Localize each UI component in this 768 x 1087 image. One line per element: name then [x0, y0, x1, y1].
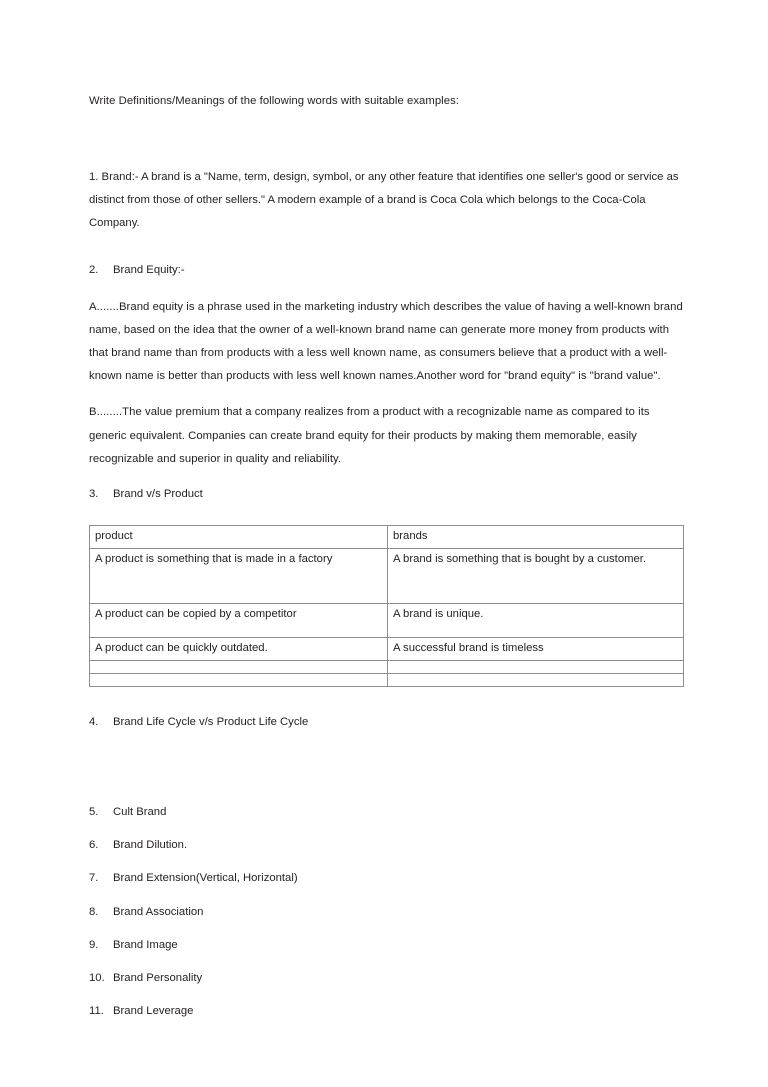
brand-equity-paragraph-b: B........The value premium that a company realizes from a product with a recognizable name as compared to its generic equivalent. Companies can create brand equity for their products by making them memorable, easily recognizable and superior in quality and reliability.: [89, 406, 650, 465]
item-8-number: 8.: [89, 905, 99, 918]
item-4-brand-life-cycle: [89, 711, 683, 734]
item-5-label: Cult Brand: [113, 805, 167, 818]
item-6-number: 6.: [89, 839, 99, 852]
item-11-number: 11.: [89, 1005, 104, 1018]
item-3-label: Brand v/s Product: [113, 488, 203, 501]
brand-equity-paragraph-a: A.......Brand equity is a phrase used in the marketing industry which describes the value of having a well-known brand name, based on the idea that the owner of a well-known brand name can generate more money from products with that brand name than from products with a less well known name, as consumers believe that a product with a well-known name is better than products with less well known names.Another word for "brand equity" is "brand value".: [89, 300, 683, 383]
spacer-item-5-6: [89, 824, 683, 834]
table-cell-brand-4: [388, 660, 684, 673]
table-cell-product-4: [90, 660, 388, 673]
table-cell-product-3: A product can be quickly outdated.: [90, 637, 388, 660]
item-10-number: 10.: [89, 971, 105, 984]
item-7-brand-extension: [89, 867, 683, 890]
item-6-label: Brand Dilution.: [113, 839, 188, 852]
table-row: [90, 660, 684, 673]
item-7-number: 7.: [89, 872, 99, 885]
table-row: [90, 637, 684, 660]
item-11-label: Brand Leverage: [113, 1005, 194, 1018]
table-cell-product-5: [90, 673, 388, 686]
item-2-label: Brand Equity:-: [113, 264, 185, 277]
item-4-label: Brand Life Cycle v/s Product Life Cycle: [113, 715, 309, 728]
table-cell-product-1: A product is something that is made in a factory: [90, 548, 388, 603]
item-6-brand-dilution: [89, 834, 683, 857]
spacer-before-paragraph-a: [89, 283, 683, 296]
brand-vs-product-table: [89, 525, 684, 687]
table-row: [90, 603, 684, 637]
item-3-brand-vs-product-heading: [89, 483, 683, 506]
item-8-brand-association: [89, 901, 683, 924]
remaining-items-list: [89, 711, 683, 1024]
spacer-item-9-10: [89, 957, 683, 967]
item-4-number: 4.: [89, 715, 99, 728]
item-9-label: Brand Image: [113, 938, 178, 951]
table-header-cell-product: product: [90, 526, 388, 549]
spacer-after-item-1: [89, 246, 683, 259]
item-5-number: 5.: [89, 805, 99, 818]
table-cell-brand-1: A brand is something that is bought by a customer.: [388, 548, 684, 603]
table-header-row: [90, 526, 684, 549]
spacer-after-item-4: [89, 734, 683, 801]
table-cell-brand-2: A brand is unique.: [388, 603, 684, 637]
item-8-label: Brand Association: [113, 905, 204, 918]
item-9-number: 9.: [89, 938, 99, 951]
table-cell-brand-3: A successful brand is timeless: [388, 637, 684, 660]
item-1-brand-paragraph: 1. Brand:- A brand is a "Name, term, design, symbol, or any other feature that identifies one seller's good or service as distinct from those of other sellers." A modern example of a brand is Coca Cola which belongs to the Coca-Cola Company.: [89, 170, 679, 229]
spacer-item-10-11: [89, 990, 683, 1000]
table-row: [90, 673, 684, 686]
item-2-brand-equity-heading: [89, 259, 683, 282]
item-5-cult-brand: [89, 801, 683, 824]
spacer-item-6-7: [89, 857, 683, 867]
spacer-after-intro: [89, 113, 683, 154]
spacer-item-7-8: [89, 891, 683, 901]
table-header-cell-brands: brands: [388, 526, 684, 549]
item-10-label: Brand Personality: [113, 971, 203, 984]
spacer-before-paragraph-b: [89, 388, 683, 401]
table-cell-brand-5: [388, 673, 684, 686]
spacer-before-item-3: [89, 471, 683, 483]
item-7-label: Brand Extension(Vertical, Horizontal): [113, 872, 298, 885]
table-row: [90, 548, 684, 603]
item-2-number: 2.: [89, 264, 99, 277]
item-11-brand-leverage: [89, 1000, 683, 1023]
table-cell-product-2: A product can be copied by a competitor: [90, 603, 388, 637]
document-body: [89, 90, 683, 1023]
intro-line: Write Definitions/Meanings of the following words with suitable examples:: [89, 95, 459, 107]
item-9-brand-image: [89, 934, 683, 957]
spacer-item-8-9: [89, 924, 683, 934]
item-3-number: 3.: [89, 488, 99, 501]
comparison-table-wrapper: [89, 525, 683, 687]
item-10-brand-personality: [89, 967, 683, 990]
